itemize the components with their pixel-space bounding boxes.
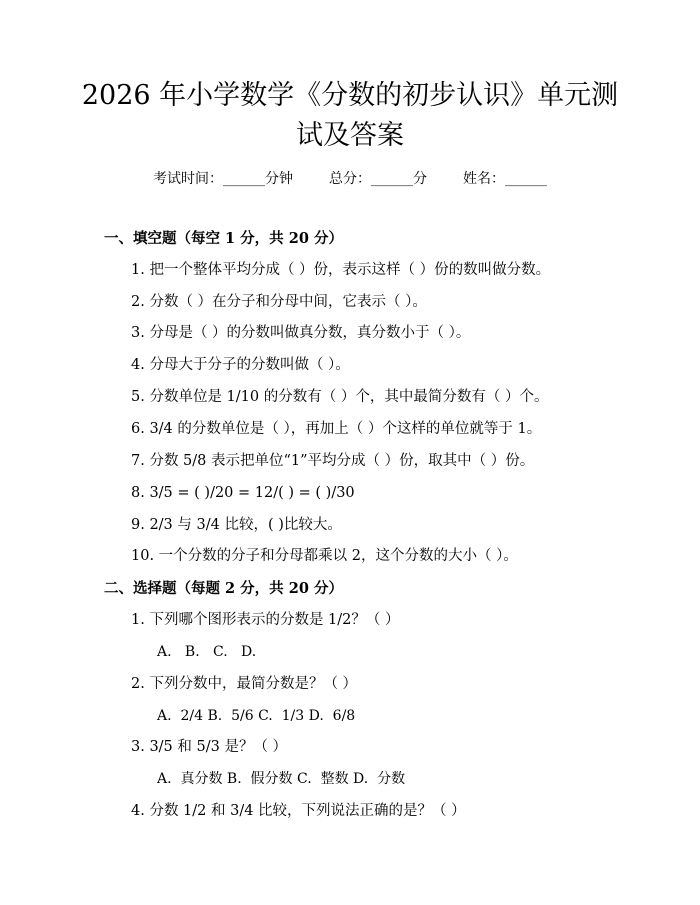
exam-time-field: 考试时间：______分钟 xyxy=(153,171,293,187)
fill-blank-question: 1. 把一个整体平均分成（ ）份，表示这样（ ）份的数叫做分数。 xyxy=(131,262,551,278)
choice-question: 2. 下列分数中，最简分数是？（ ） xyxy=(131,676,358,692)
page-title-line-1: 2026 年小学数学《分数的初步认识》单元测 xyxy=(81,80,619,111)
choice-options: A. 2/4 B. 5/6 C. 1/3 D. 6/8 xyxy=(157,708,356,724)
fill-blank-question: 2. 分数（ ）在分子和分母中间，它表示（ ）。 xyxy=(131,294,427,310)
choice-options: A. 真分数 B. 假分数 C. 整数 D. 分数 xyxy=(157,771,406,787)
choice-options: A. B. C. D. xyxy=(157,644,257,660)
fill-blank-question: 3. 分母是（ ）的分数叫做真分数，真分数小于（ ）。 xyxy=(131,325,471,341)
fill-blank-question: 5. 分数单位是 1/10 的分数有（ ）个，其中最简分数有（ ）个。 xyxy=(131,389,549,405)
fill-blank-question: 8. 3/5 = ( )/20 = 12/( ) = ( )/30 xyxy=(131,485,355,501)
section-heading-multiple-choice: 二、选择题（每题 2 分，共 20 分） xyxy=(104,580,343,597)
choice-question: 1. 下列哪个图形表示的分数是 1/2？（ ） xyxy=(131,612,400,628)
fill-blank-question: 7. 分数 5/8 表示把单位“1”平均分成（ ）份，取其中（ ）份。 xyxy=(131,453,535,469)
choice-question: 3. 3/5 和 5/3 是？（ ） xyxy=(131,739,288,755)
choice-question: 4. 分数 1/2 和 3/4 比较，下列说法正确的是？（ ） xyxy=(131,803,466,819)
student-name-field: 姓名：______ xyxy=(463,171,547,187)
total-score-field: 总分：______分 xyxy=(329,171,427,187)
fill-blank-question: 9. 2/3 与 3/4 比较，( )比较大。 xyxy=(131,517,342,533)
exam-info-line xyxy=(0,169,700,189)
fill-blank-question: 6. 3/4 的分数单位是（ ），再加上（ ）个这样的单位就等于 1。 xyxy=(131,421,542,437)
fill-blank-question: 10. 一个分数的分子和分母都乘以 2，这个分数的大小（ ）。 xyxy=(131,548,518,564)
section-heading-fill-blank: 一、填空题（每空 1 分，共 20 分） xyxy=(104,230,343,247)
page-title-line-2: 试及答案 xyxy=(296,120,404,151)
fill-blank-question: 4. 分母大于分子的分数叫做（ ）。 xyxy=(131,357,350,373)
